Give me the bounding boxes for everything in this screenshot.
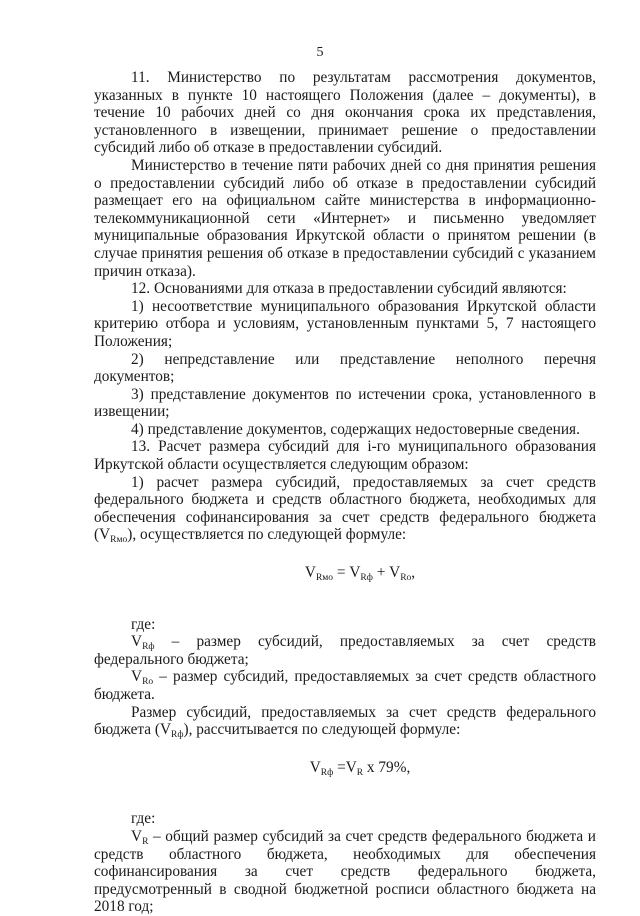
definition-vro <box>94 668 596 703</box>
page-number: 5 <box>316 45 324 60</box>
formula-symbol: V <box>304 564 316 582</box>
list-item-12-1: 1) несоответствие муниципального образования Иркутской области критерию отбора и условиям, установленным пунктами 5, 7 настоящего Положения; <box>94 297 596 350</box>
formula-subscript: Ro <box>400 573 412 584</box>
definition-vr <box>94 828 596 916</box>
formula-federal <box>94 759 596 777</box>
formula-operator: = V <box>333 564 361 582</box>
definition-text: – общий размер субсидий за счет средств федерального бюджета и средств областного бюджета, необходимых для обеспечения софинансирования за счет средств федерального бюджета, предусмотренный в сводной бюджетной росписи областного бюджета на 2018 год; <box>94 827 596 916</box>
paragraph-federal-size <box>94 704 596 739</box>
item-13-1-text: 1) расчет размера субсидий, предоставляемых за счет средств федерального бюджета и средств областного бюджета, необходимых для обеспечения софинансирования за счет средств федерального бюджета (V <box>94 473 596 544</box>
definition-symbol: V <box>131 668 143 686</box>
list-item-12-4: 4) представление документов, содержащих недостоверные сведения. <box>131 420 580 438</box>
paragraph-12: 12. Основаниями для отказа в предоставлении субсидий являются: <box>131 280 567 298</box>
item-13-1-tail: ), осуществляется по следующей формуле: <box>127 526 407 544</box>
definition-text: – размер субсидий, предоставляемых за счет средств областного бюджета. <box>94 668 596 703</box>
paragraph-text: Размер субсидий, предоставляемых за счет средств федерального бюджета (V <box>94 703 596 739</box>
formula-total <box>94 564 596 582</box>
formula-subscript: Rф <box>320 767 334 778</box>
formula-operator: =V <box>333 758 357 776</box>
definition-text: – размер субсидий, предоставляемых за счет средств федерального бюджета; <box>94 633 596 668</box>
definition-subscript: R <box>142 836 149 847</box>
paragraph-11-notification: Министерство в течение пяти рабочих дней со дня принятия решения о предоставлении субсидий либо об отказе в предоставлении субсидий размещает его на официальном сайте министерства в информационно-телекоммуникационной сети «Интернет» и письменно уведомляет муниципальные образования Иркутской области о принятом решении (в случае принятия решения об отказе в предоставлении субсидий с указанием причин отказа). <box>94 156 596 280</box>
paragraph-11: 11. Министерство по результатам рассмотрения документов, указанных в пункте 10 настоящего Положения (далее – документы), в течение 10 рабочих дней со дня окончания срока их представления, установленного в извещении, принимает решение о предоставлении субсидий либо об отказе в предоставлении субсидий. <box>94 69 596 157</box>
where-label: где: <box>131 615 156 633</box>
formula-end: , <box>411 564 416 582</box>
list-item-12-2: 2) непредставление или представление неполного перечня документов; <box>94 350 596 386</box>
formula-rest: x 79%, <box>363 758 411 776</box>
formula-symbol: V <box>309 758 321 776</box>
list-item-12-3: 3) представление документов по истечении срока, установленного в извещении; <box>94 385 596 421</box>
definition-symbol: V <box>131 827 143 845</box>
document-body <box>94 69 596 916</box>
paragraph-13: 13. Расчет размера субсидий для i-го муниципального образования Иркутской области осуществляется следующим образом: <box>94 438 596 474</box>
formula-subscript: R <box>356 767 364 778</box>
formula-subscript: Rмо <box>315 573 334 584</box>
list-item-13-1 <box>94 474 596 544</box>
paragraph-tail: ), рассчитывается по следующей формуле: <box>183 721 461 739</box>
item-13-1-subscript: Rмо <box>110 535 128 546</box>
formula-subscript: Rф <box>360 573 373 584</box>
formula-operator: + V <box>372 564 401 582</box>
paragraph-subscript: Rф <box>171 730 184 741</box>
where-label: где: <box>131 810 156 828</box>
definition-vrf <box>94 633 596 668</box>
definition-symbol: V <box>131 633 143 651</box>
definition-subscript: Rф <box>142 642 155 653</box>
definition-subscript: Ro <box>142 677 154 688</box>
